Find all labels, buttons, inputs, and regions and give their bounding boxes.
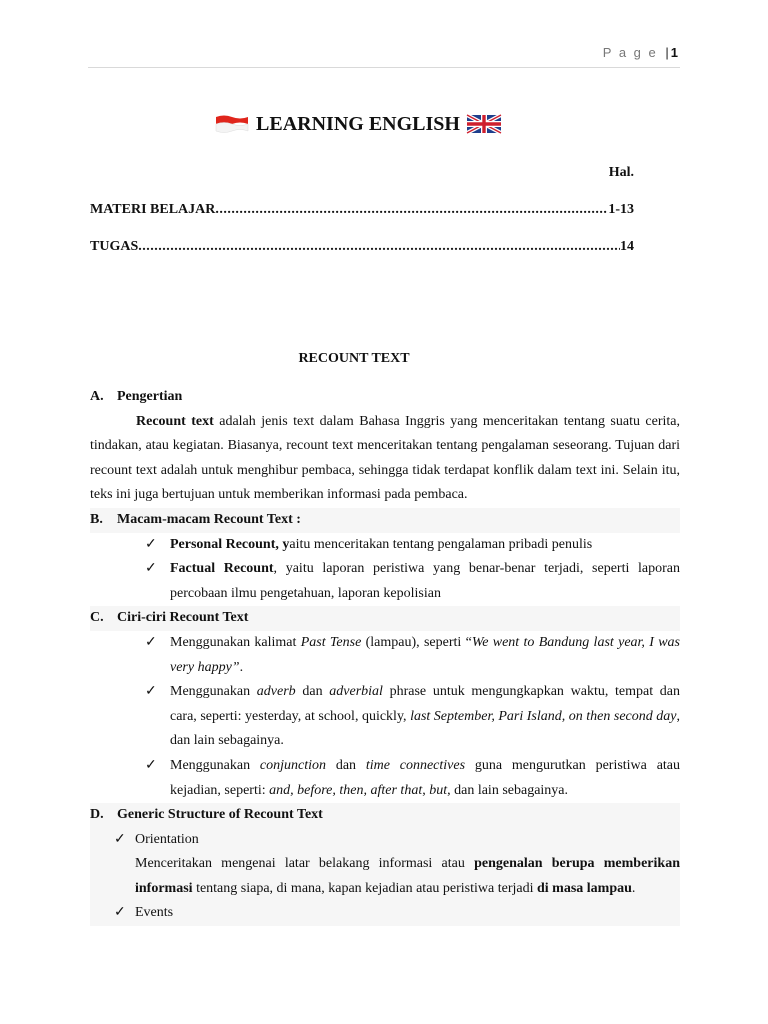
indonesia-flag-icon	[214, 112, 250, 136]
checkmark-icon: ✓	[114, 831, 126, 847]
document-body	[90, 385, 680, 926]
section-d-heading: D. Generic Structure of Recount Text	[90, 803, 680, 828]
list-item-orientation: ✓ Orientation	[90, 828, 680, 853]
list-item-events: ✓ Events	[90, 901, 680, 926]
header-divider	[88, 67, 680, 68]
checkmark-icon: ✓	[145, 757, 157, 773]
list-item: ✓ Factual Recount, yaitu laporan peristiwa yang benar-benar terjadi, seperti laporan percobaan ilmu pengetahuan, laporan kepolisian	[90, 557, 680, 606]
section-d-body	[90, 828, 680, 926]
checkmark-icon: ✓	[145, 561, 157, 577]
list-item: ✓ Menggunakan conjunction dan time connectives guna mengurutkan peristiwa atau kejadian, seperti: and, before, then, after that, but, dan lain sebagainya.	[90, 754, 680, 803]
hal-label: Hal.	[608, 165, 634, 180]
title-row	[0, 112, 768, 141]
list-item: ✓ Menggunakan kalimat Past Tense (lampau), seperti “We went to Bandung last year, I was very happy”.	[90, 631, 680, 680]
section-b-heading: B. Macam-macam Recount Text :	[90, 508, 680, 533]
checkmark-icon: ✓	[114, 905, 126, 921]
orientation-description: Menceritakan mengenai latar belakang informasi atau pengenalan berupa memberikan informasi tentang siapa, di mana, kapan kejadian atau peristiwa terjadi di masa lampau.	[135, 856, 680, 896]
uk-flag-icon	[466, 112, 502, 136]
page-title: LEARNING ENGLISH	[256, 112, 460, 135]
section-c-heading: C. Ciri-ciri Recount Text	[90, 606, 680, 631]
page-number: P a g e | 1	[602, 45, 678, 60]
list-item: ✓ Menggunakan adverb dan adverbial phrase untuk mengungkapkan waktu, tempat dan cara, seperti: yesterday, at school, quickly, last September, Pari Island, on then second day, dan lain sebagainya.	[90, 680, 680, 754]
list-item: ✓ Personal Recount, yaitu menceritakan tentang pengalaman pribadi penulis	[90, 533, 680, 558]
section-title: RECOUNT TEXT	[298, 351, 410, 366]
section-a-paragraph: Recount text adalah jenis text dalam Bahasa Inggris yang menceritakan tentang suatu cerita, tindakan, atau kegiatan. Biasanya, recount text menceritakan tentang pengalaman seseorang. Tujuan dari recount text adalah untuk menghibur pembaca, sehingga tidak terdapat konflik dalam text ini. Selain itu, teks ini juga bertujuan untuk memberikan informasi pada pembaca.	[90, 413, 681, 503]
section-a-heading: A. Pengertian	[90, 389, 183, 404]
toc-row-tugas: TUGAS ..... 14	[90, 239, 634, 255]
checkmark-icon: ✓	[145, 536, 157, 552]
checkmark-icon: ✓	[145, 684, 157, 700]
checkmark-icon: ✓	[145, 634, 157, 650]
toc-row-materi: MATERI BELAJAR ..... 1-13	[90, 202, 634, 218]
